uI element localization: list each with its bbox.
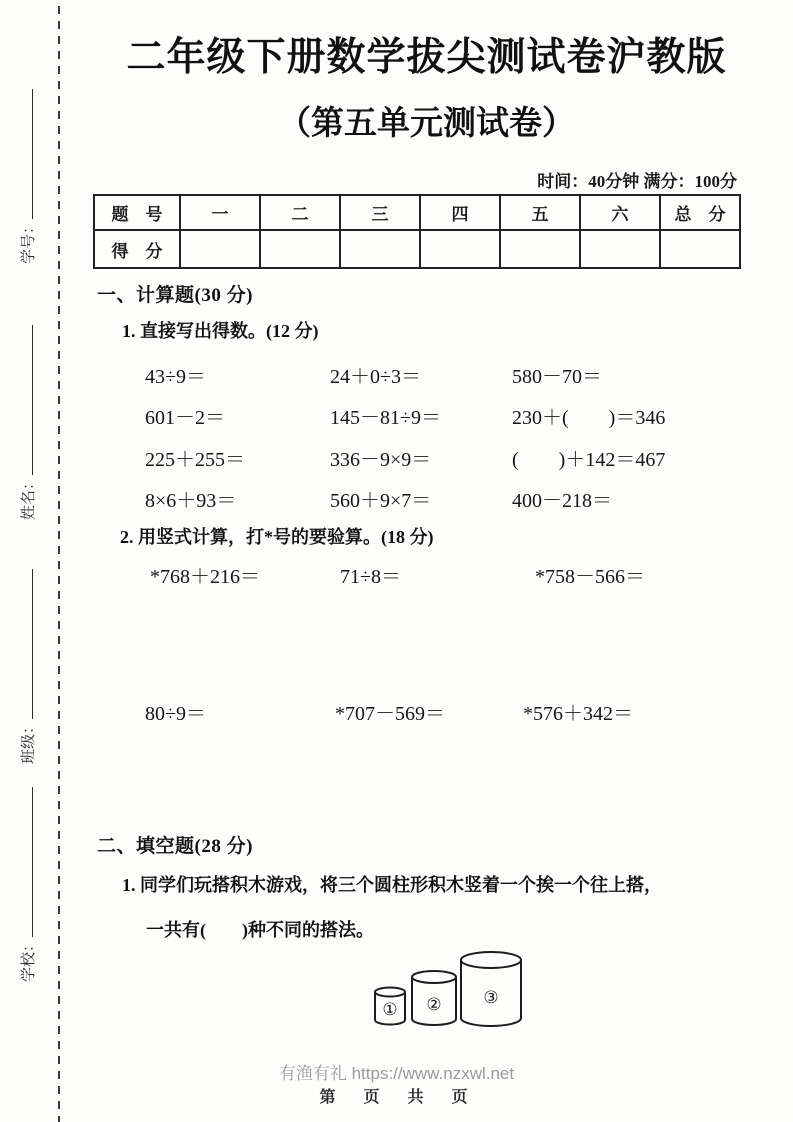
name-blank-line [12,325,33,475]
name-label: 姓名： [21,474,37,520]
score-cell [180,230,260,268]
equation: 230＋( )＝346 [512,407,666,429]
binding-fold-line [58,6,60,1122]
school-blank-line [12,787,33,937]
col-header-6: 六 [580,195,660,230]
equation: 400－218＝ [512,490,612,512]
page-subtitle: （第五单元测试卷） [278,104,575,141]
score-cell [500,230,580,268]
q1-equation-row [145,484,612,513]
equation: ( )＋142＝467 [512,449,666,471]
score-table [93,194,741,269]
class-label: 班级： [21,718,37,764]
section2-q1-line2: 一共有( )种不同的搭法。 [146,920,374,940]
student-info-sidebar [12,0,46,1122]
score-row-label: 得 分 [94,230,180,268]
section1-q2-prompt: 2. 用竖式计算，打*号的要验算。(18 分) [120,527,434,547]
name-field [12,325,46,520]
cylinder-2-label: ② [426,995,442,1015]
watermark-link: 有渔有礼 https://www.nzxwl.net [278,1064,515,1083]
total-score-cell [660,230,740,268]
q1-equation-row [145,360,602,389]
q2-equation-row [150,560,645,589]
equation: 80÷9＝ [145,703,206,725]
equation: 225＋255＝ [145,449,245,471]
equation: 8×6＋93＝ [145,490,237,512]
student-number-blank-line [12,89,33,219]
cylinder-3-label: ③ [483,988,499,1008]
student-number-label: 学号： [21,218,37,264]
score-cell [420,230,500,268]
equation: *758－566＝ [535,566,645,588]
equation: 71÷8＝ [340,566,401,588]
score-cell [580,230,660,268]
page-title: 二年级下册数学拔尖测试卷沪教版 [126,36,727,79]
col-header-1: 一 [180,195,260,230]
q1-equation-row [145,443,665,472]
school-label: 学校： [21,936,37,982]
equation: *768＋216＝ [150,566,260,588]
score-table-header-row [94,195,740,230]
section2-q1-line1: 1. 同学们玩搭积木游戏，将三个圆柱形积木竖着一个挨一个往上搭， [122,875,662,895]
q2-equation-row [145,697,633,726]
score-cell [260,230,340,268]
col-header-5: 五 [500,195,580,230]
equation: *576＋342＝ [523,703,633,725]
equation: 145－81÷9＝ [330,407,441,429]
col-header-2: 二 [260,195,340,230]
equation: 601－2＝ [145,407,225,429]
total-score-header: 总 分 [660,195,740,230]
q1-equation-row [145,401,665,430]
section1-heading: 一、计算题(30 分) [97,285,253,306]
exam-time-score-info: 时间：40分钟 满分：100分 [537,172,737,191]
equation: 24＋0÷3＝ [330,366,421,388]
score-table-score-row [94,230,740,268]
equation: 560＋9×7＝ [330,490,432,512]
cylinders-figure [348,934,558,1052]
score-cell [340,230,420,268]
question-number-header: 题 号 [94,195,180,230]
equation: 580－70＝ [512,366,602,388]
class-field [12,569,46,764]
school-field [12,787,46,982]
equation: 43÷9＝ [145,366,206,388]
section1-q1-prompt: 1. 直接写出得数。(12 分) [122,321,319,341]
class-blank-line [12,569,33,719]
col-header-4: 四 [420,195,500,230]
equation: *707－569＝ [335,703,445,725]
student-number-field [12,89,46,264]
col-header-3: 三 [340,195,420,230]
cylinder-1-label: ① [382,1000,398,1020]
section2-heading: 二、填空题(28 分) [97,836,253,857]
page-number-footer: 第 页 共 页 [319,1089,474,1106]
equation: 336－9×9＝ [330,449,432,471]
